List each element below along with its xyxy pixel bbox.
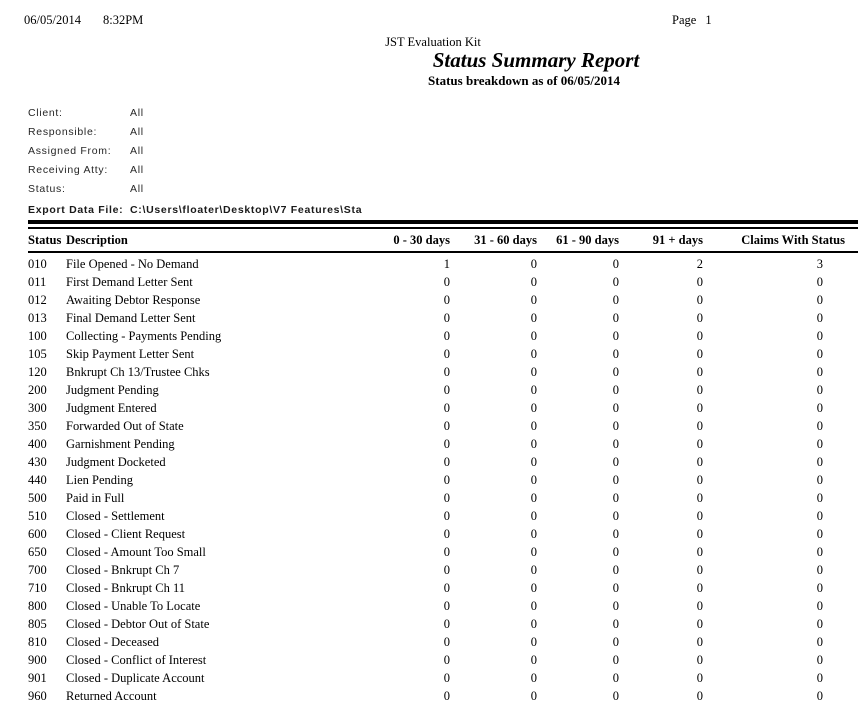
filter-row	[0, 178, 520, 197]
status-code-cell: 901	[28, 671, 47, 685]
filter-label: Receiving Atty:	[28, 164, 108, 176]
description-cell: Paid in Full	[66, 491, 125, 505]
count-cell: 0	[530, 473, 537, 487]
count-cell: 0	[612, 581, 619, 595]
description-cell: Bnkrupt Ch 13/Trustee Chks	[66, 365, 210, 379]
status-code-cell: 300	[28, 401, 47, 415]
count-cell: 0	[530, 545, 537, 559]
col-header-description: Description	[66, 233, 128, 247]
col-header-91-plus-days: 91 + days	[652, 233, 703, 247]
count-cell: 0	[612, 383, 619, 397]
count-cell: 0	[443, 509, 450, 523]
count-cell: 0	[816, 635, 823, 649]
status-code-cell: 600	[28, 527, 47, 541]
description-cell: File Opened - No Demand	[66, 257, 199, 271]
filter-label: Responsible:	[28, 126, 98, 138]
count-cell: 0	[530, 671, 537, 685]
description-cell: Awaiting Debtor Response	[66, 293, 201, 307]
status-summary-table	[28, 234, 845, 705]
count-cell: 3	[816, 257, 823, 271]
status-code-cell: 805	[28, 617, 47, 631]
report-date: 06/05/2014	[24, 13, 81, 27]
count-cell: 0	[612, 563, 619, 577]
table-header-row	[28, 234, 845, 255]
count-cell: 0	[443, 365, 450, 379]
status-code-cell: 650	[28, 545, 47, 559]
count-cell: 0	[443, 293, 450, 307]
count-cell: 0	[443, 437, 450, 451]
count-cell: 0	[816, 563, 823, 577]
count-cell: 0	[612, 401, 619, 415]
count-cell: 0	[696, 455, 703, 469]
description-cell: Final Demand Letter Sent	[66, 311, 196, 325]
description-cell: Judgment Entered	[66, 401, 157, 415]
table-row	[28, 489, 845, 507]
description-cell: First Demand Letter Sent	[66, 275, 193, 289]
count-cell: 0	[696, 599, 703, 613]
count-cell: 0	[816, 653, 823, 667]
count-cell: 0	[816, 455, 823, 469]
count-cell: 0	[696, 617, 703, 631]
filter-row	[0, 159, 520, 178]
count-cell: 0	[696, 671, 703, 685]
count-cell: 0	[816, 545, 823, 559]
count-cell: 0	[443, 419, 450, 433]
count-cell: 0	[696, 509, 703, 523]
description-cell: Closed - Deceased	[66, 635, 160, 649]
count-cell: 0	[612, 635, 619, 649]
description-cell: Returned Account	[66, 689, 157, 703]
count-cell: 0	[816, 419, 823, 433]
count-cell: 0	[612, 689, 619, 703]
count-cell: 0	[696, 563, 703, 577]
export-data-file-row	[0, 199, 640, 218]
count-cell: 0	[443, 563, 450, 577]
count-cell: 0	[443, 617, 450, 631]
description-cell: Collecting - Payments Pending	[66, 329, 222, 343]
count-cell: 0	[816, 293, 823, 307]
status-code-cell: 440	[28, 473, 47, 487]
count-cell: 0	[612, 311, 619, 325]
status-code-cell: 200	[28, 383, 47, 397]
description-cell: Judgment Pending	[66, 383, 159, 397]
count-cell: 0	[530, 563, 537, 577]
count-cell: 0	[612, 617, 619, 631]
count-cell: 0	[612, 419, 619, 433]
count-cell: 0	[696, 365, 703, 379]
count-cell: 0	[816, 311, 823, 325]
count-cell: 0	[530, 455, 537, 469]
count-cell: 2	[696, 257, 703, 271]
count-cell: 0	[530, 491, 537, 505]
count-cell: 0	[696, 293, 703, 307]
count-cell: 0	[696, 689, 703, 703]
status-code-cell: 900	[28, 653, 47, 667]
count-cell: 0	[612, 257, 619, 271]
description-cell: Skip Payment Letter Sent	[66, 347, 195, 361]
count-cell: 0	[696, 419, 703, 433]
count-cell: 0	[443, 635, 450, 649]
status-code-cell: 430	[28, 455, 47, 469]
export-file-label: Export Data File:	[28, 204, 124, 216]
description-cell: Closed - Bnkrupt Ch 11	[66, 581, 185, 595]
description-cell: Forwarded Out of State	[66, 419, 184, 433]
count-cell: 0	[530, 599, 537, 613]
description-cell: Closed - Settlement	[66, 509, 165, 523]
count-cell: 0	[816, 347, 823, 361]
table-row	[28, 453, 845, 471]
count-cell: 0	[612, 527, 619, 541]
table-row	[28, 633, 845, 651]
count-cell: 0	[612, 365, 619, 379]
col-header-0-30-days: 0 - 30 days	[393, 233, 450, 247]
count-cell: 0	[612, 653, 619, 667]
count-cell: 0	[816, 365, 823, 379]
status-code-cell: 100	[28, 329, 47, 343]
table-row	[28, 651, 845, 669]
filter-value: All	[130, 183, 144, 195]
count-cell: 0	[696, 473, 703, 487]
count-cell: 0	[443, 473, 450, 487]
count-cell: 0	[696, 491, 703, 505]
status-code-cell: 400	[28, 437, 47, 451]
count-cell: 0	[612, 455, 619, 469]
description-cell: Judgment Docketed	[66, 455, 166, 469]
count-cell: 0	[696, 347, 703, 361]
count-cell: 0	[816, 527, 823, 541]
filter-label: Status:	[28, 183, 66, 195]
status-code-cell: 810	[28, 635, 47, 649]
count-cell: 0	[816, 599, 823, 613]
col-header-61-90-days: 61 - 90 days	[556, 233, 619, 247]
count-cell: 0	[443, 311, 450, 325]
table-row	[28, 597, 845, 615]
count-cell: 0	[443, 527, 450, 541]
count-cell: 0	[530, 347, 537, 361]
count-cell: 0	[443, 401, 450, 415]
page-indicator	[672, 13, 712, 28]
count-cell: 0	[612, 599, 619, 613]
count-cell: 0	[443, 275, 450, 289]
count-cell: 0	[612, 671, 619, 685]
count-cell: 0	[443, 671, 450, 685]
description-cell: Garnishment Pending	[66, 437, 175, 451]
report-subtitle: Status breakdown as of 06/05/2014	[428, 73, 620, 88]
filter-row	[0, 102, 520, 121]
description-cell: Closed - Debtor Out of State	[66, 617, 210, 631]
description-cell: Closed - Conflict of Interest	[66, 653, 207, 667]
count-cell: 0	[530, 689, 537, 703]
table-row	[28, 399, 845, 417]
count-cell: 0	[443, 581, 450, 595]
count-cell: 0	[816, 671, 823, 685]
table-row	[28, 363, 845, 381]
count-cell: 0	[696, 401, 703, 415]
col-header-claims-with-status: Claims With Status	[741, 233, 845, 247]
count-cell: 0	[530, 275, 537, 289]
count-cell: 0	[696, 635, 703, 649]
count-cell: 0	[443, 383, 450, 397]
count-cell: 0	[443, 653, 450, 667]
count-cell: 0	[696, 311, 703, 325]
count-cell: 0	[530, 509, 537, 523]
count-cell: 0	[612, 473, 619, 487]
table-row	[28, 561, 845, 579]
count-cell: 0	[530, 653, 537, 667]
table-row	[28, 291, 845, 309]
count-cell: 0	[530, 311, 537, 325]
filter-value: All	[130, 164, 144, 176]
table-row	[28, 255, 845, 273]
status-code-cell: 500	[28, 491, 47, 505]
count-cell: 0	[530, 437, 537, 451]
count-cell: 0	[816, 383, 823, 397]
filter-value: All	[130, 107, 144, 119]
table-row	[28, 471, 845, 489]
count-cell: 0	[816, 491, 823, 505]
page-number: 1	[705, 13, 712, 27]
page-label: Page	[672, 13, 697, 27]
status-code-cell: 510	[28, 509, 47, 523]
count-cell: 0	[530, 365, 537, 379]
status-code-cell: 105	[28, 347, 47, 361]
description-cell: Closed - Duplicate Account	[66, 671, 205, 685]
count-cell: 1	[443, 257, 450, 271]
count-cell: 0	[612, 329, 619, 343]
table-row	[28, 435, 845, 453]
status-code-cell: 960	[28, 689, 47, 703]
description-cell: Lien Pending	[66, 473, 134, 487]
filter-value: All	[130, 126, 144, 138]
table-row	[28, 579, 845, 597]
status-code-cell: 011	[28, 275, 47, 289]
count-cell: 0	[612, 437, 619, 451]
count-cell: 0	[612, 275, 619, 289]
filter-row	[0, 140, 520, 159]
status-code-cell: 700	[28, 563, 47, 577]
count-cell: 0	[696, 527, 703, 541]
status-code-cell: 800	[28, 599, 47, 613]
table-row	[28, 687, 845, 705]
count-cell: 0	[816, 689, 823, 703]
count-cell: 0	[612, 347, 619, 361]
count-cell: 0	[443, 599, 450, 613]
table-row	[28, 669, 845, 687]
description-cell: Closed - Bnkrupt Ch 7	[66, 563, 180, 577]
count-cell: 0	[530, 293, 537, 307]
description-cell: Closed - Unable To Locate	[66, 599, 201, 613]
status-code-cell: 710	[28, 581, 47, 595]
count-cell: 0	[696, 329, 703, 343]
status-code-cell: 120	[28, 365, 47, 379]
count-cell: 0	[443, 491, 450, 505]
count-cell: 0	[530, 581, 537, 595]
count-cell: 0	[530, 257, 537, 271]
report-title: Status Summary Report	[432, 48, 640, 72]
table-row	[28, 507, 845, 525]
table-row	[28, 525, 845, 543]
company-name: JST Evaluation Kit	[385, 35, 481, 49]
count-cell: 0	[696, 581, 703, 595]
count-cell: 0	[696, 383, 703, 397]
table-row	[28, 309, 845, 327]
count-cell: 0	[612, 491, 619, 505]
count-cell: 0	[443, 545, 450, 559]
status-code-cell: 012	[28, 293, 47, 307]
count-cell: 0	[612, 293, 619, 307]
count-cell: 0	[443, 347, 450, 361]
count-cell: 0	[816, 401, 823, 415]
table-row	[28, 381, 845, 399]
filter-value: All	[130, 145, 144, 157]
count-cell: 0	[530, 401, 537, 415]
status-code-cell: 013	[28, 311, 47, 325]
filter-section	[0, 102, 520, 197]
table-row	[28, 417, 845, 435]
count-cell: 0	[696, 653, 703, 667]
col-header-status: Status	[28, 233, 62, 247]
count-cell: 0	[443, 689, 450, 703]
count-cell: 0	[816, 617, 823, 631]
count-cell: 0	[696, 545, 703, 559]
export-file-value: C:\Users\floater\Desktop\V7 Features\Sta	[130, 204, 363, 216]
count-cell: 0	[530, 527, 537, 541]
count-cell: 0	[816, 509, 823, 523]
count-cell: 0	[696, 437, 703, 451]
table-row	[28, 273, 845, 291]
double-rule-divider	[28, 220, 858, 229]
count-cell: 0	[530, 419, 537, 433]
report-time: 8:32PM	[103, 13, 144, 27]
count-cell: 0	[816, 581, 823, 595]
count-cell: 0	[816, 437, 823, 451]
filter-label: Assigned From:	[28, 145, 112, 157]
count-cell: 0	[530, 329, 537, 343]
count-cell: 0	[816, 473, 823, 487]
count-cell: 0	[612, 545, 619, 559]
count-cell: 0	[530, 383, 537, 397]
status-code-cell: 350	[28, 419, 47, 433]
status-code-cell: 010	[28, 257, 47, 271]
count-cell: 0	[443, 455, 450, 469]
col-header-31-60-days: 31 - 60 days	[474, 233, 537, 247]
description-cell: Closed - Amount Too Small	[66, 545, 206, 559]
filter-row	[0, 121, 520, 140]
description-cell: Closed - Client Request	[66, 527, 186, 541]
count-cell: 0	[816, 329, 823, 343]
table-row	[28, 615, 845, 633]
count-cell: 0	[530, 635, 537, 649]
table-row	[28, 345, 845, 363]
count-cell: 0	[530, 617, 537, 631]
count-cell: 0	[443, 329, 450, 343]
filter-label: Client:	[28, 107, 63, 119]
count-cell: 0	[696, 275, 703, 289]
table-row	[28, 327, 845, 345]
count-cell: 0	[816, 275, 823, 289]
table-row	[28, 543, 845, 561]
count-cell: 0	[612, 509, 619, 523]
